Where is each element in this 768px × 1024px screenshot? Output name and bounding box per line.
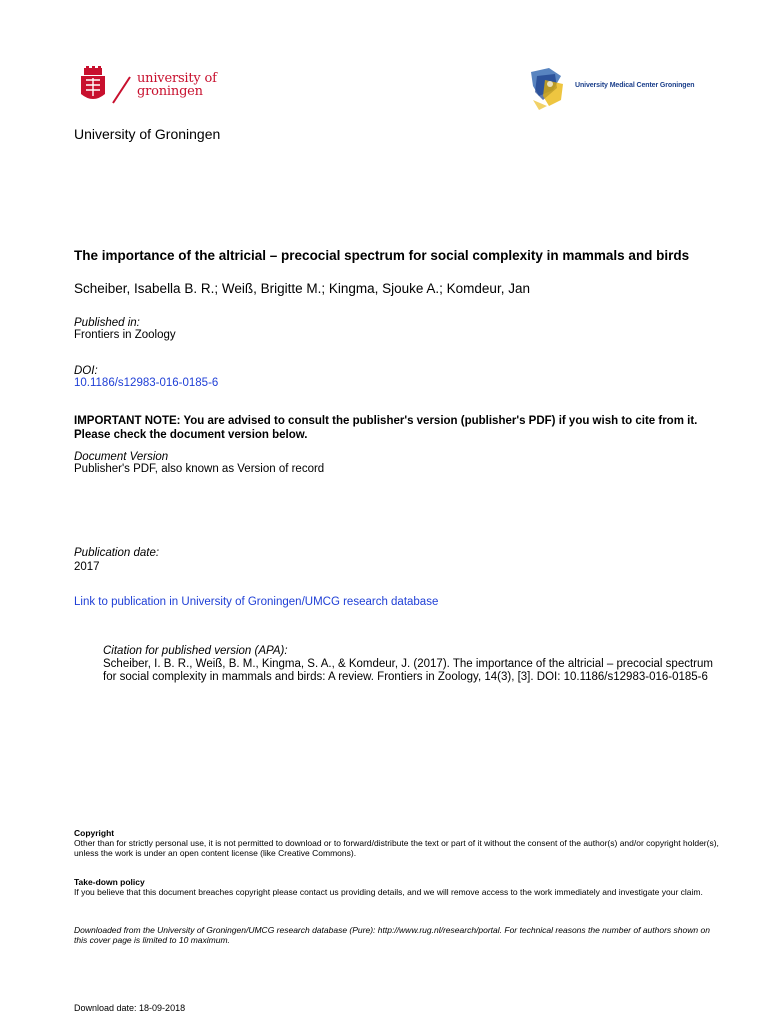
- takedown-section: [74, 877, 724, 897]
- university-of-groningen-logo: [78, 66, 228, 110]
- document-title: The importance of the altricial – precocial spectrum for social complexity in mammals and birds: [74, 248, 690, 263]
- download-date: Download date: 18-09-2018: [74, 1003, 186, 1013]
- document-version-label: Document Version: [74, 451, 169, 463]
- document-version-value: Publisher's PDF, also known as Version of record: [74, 463, 325, 475]
- university-heading: University of Groningen: [74, 126, 221, 142]
- takedown-text: If you believe that this document breaches copyright please contact us providing details, and we will remove access to the work immediately and investigate your claim.: [74, 887, 703, 897]
- rug-logo-line1: university of: [137, 71, 217, 86]
- rug-logo-line2: groningen: [137, 84, 203, 99]
- umcg-emblem-icon: [527, 66, 573, 110]
- takedown-heading: Take-down policy: [74, 877, 145, 887]
- copyright-heading: Copyright: [74, 828, 115, 838]
- citation-label: Citation for published version (APA):: [103, 645, 288, 657]
- umcg-logo: [527, 66, 702, 110]
- copyright-section: [74, 828, 724, 858]
- citation-text: Scheiber, I. B. R., Weiß, B. M., Kingma, S. A., & Komdeur, J. (2017). The importance of the altricial – precocial spectrum for social complexity in mammals and birds: A review. Frontiers in Zoology, 14(3), [3]. DOI: 10.1186/s12983-016-0185-6: [103, 658, 713, 683]
- important-note: IMPORTANT NOTE: You are advised to consult the publisher's version (publisher's PDF) if you wish to cite from it. Please check the document version below.: [74, 415, 698, 441]
- doi-link[interactable]: 10.1186/s12983-016-0185-6: [74, 377, 219, 389]
- publication-date-value: 2017: [74, 560, 100, 573]
- rug-crest-icon: [78, 66, 138, 110]
- published-in-label: Published in:: [74, 317, 140, 329]
- publication-date: [74, 547, 159, 574]
- database-link[interactable]: Link to publication in University of Groningen/UMCG research database: [74, 596, 439, 608]
- citation: [103, 645, 723, 684]
- downloaded-from-note: Downloaded from the University of Groningen/UMCG research database (Pure): http://www.rug.nl/research/portal. For technical reasons the number of authors shown on this cover page is limited to 10 maximum.: [74, 925, 710, 945]
- publication-date-label: Publication date:: [74, 547, 160, 559]
- published-in-value: Frontiers in Zoology: [74, 329, 176, 341]
- authors: Scheiber, Isabella B. R.; Weiß, Brigitte M.; Kingma, Sjouke A.; Komdeur, Jan: [74, 281, 530, 296]
- umcg-logo-text: University Medical Center Groningen: [575, 82, 695, 89]
- document-version: [74, 451, 324, 475]
- doi-section: [74, 365, 218, 389]
- published-in: [74, 317, 176, 341]
- copyright-text: Other than for strictly personal use, it is not permitted to download or to forward/distribute the text or part of it without the consent of the author(s) and/or copyright holder(s), unless the work is under an open content license (like Creative Commons).: [74, 838, 719, 858]
- doi-label: DOI:: [74, 365, 98, 377]
